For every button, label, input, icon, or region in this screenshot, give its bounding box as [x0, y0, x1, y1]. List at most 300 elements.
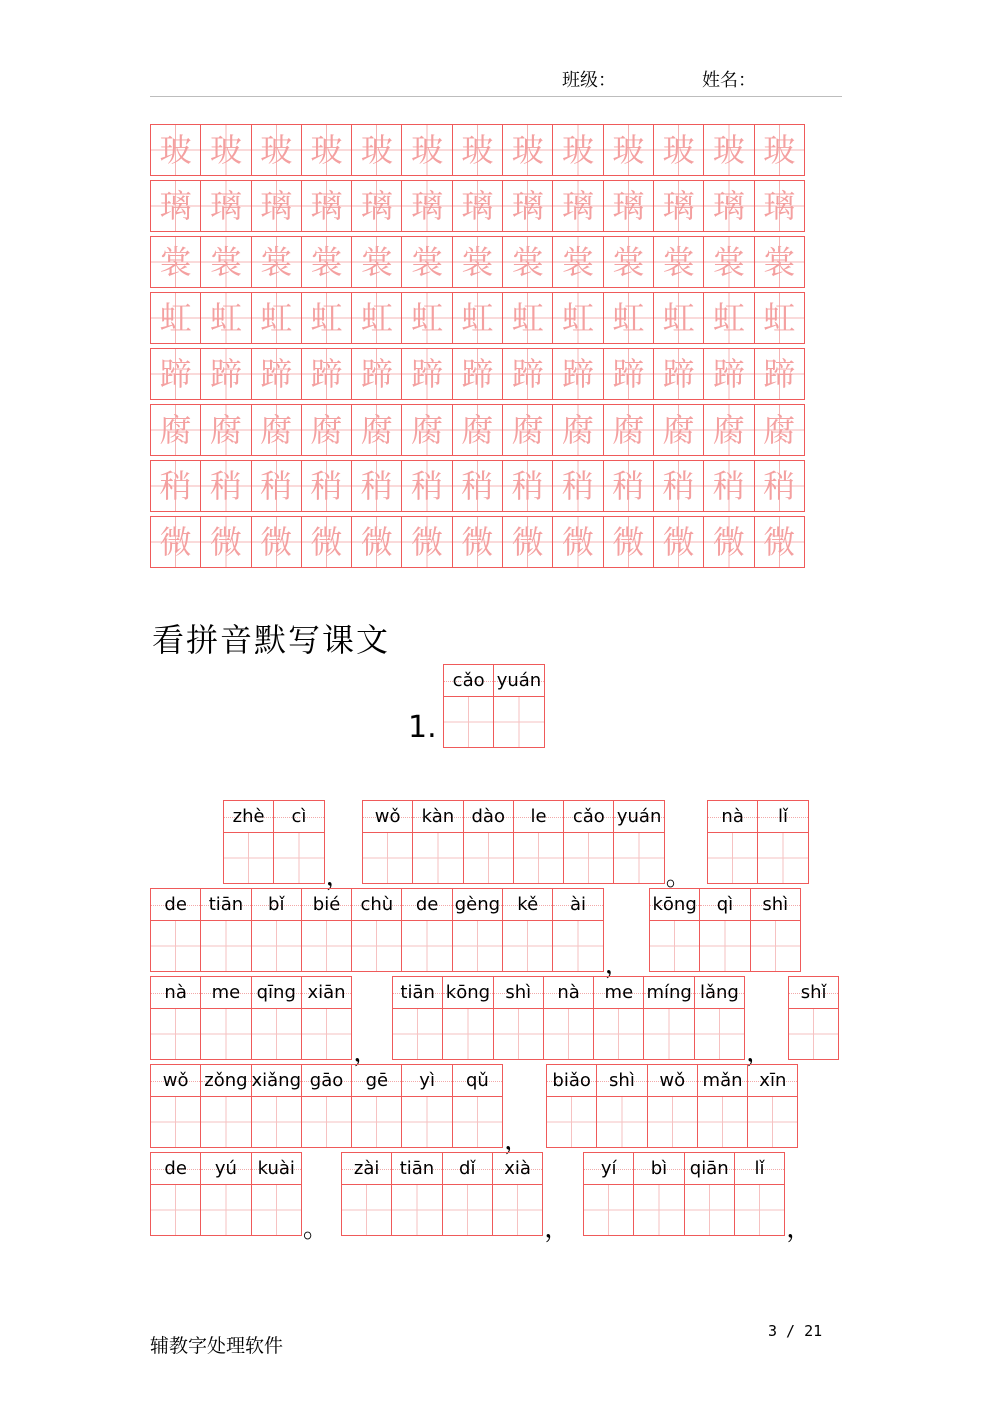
pinyin-box	[252, 1065, 301, 1097]
practice-character: 璃	[562, 187, 595, 225]
practice-character: 璃	[612, 187, 645, 225]
practice-cell	[301, 124, 352, 176]
practice-character: 稍	[712, 467, 745, 505]
writing-cell[interactable]	[546, 1064, 597, 1148]
pinyin-box	[274, 801, 323, 833]
hanzi-box[interactable]	[201, 1097, 250, 1147]
practice-character: 稍	[159, 467, 192, 505]
practice-character: 裳	[209, 243, 242, 281]
pinyin-box	[614, 801, 663, 833]
writing-cell[interactable]	[647, 1064, 698, 1148]
hanzi-box[interactable]	[547, 1097, 596, 1147]
hanzi-box[interactable]	[493, 1185, 542, 1235]
hanzi-box[interactable]	[648, 1097, 697, 1147]
practice-cell	[401, 180, 452, 232]
writing-cell[interactable]	[200, 976, 251, 1060]
writing-cell[interactable]	[707, 800, 758, 884]
writing-cell[interactable]	[401, 888, 452, 972]
practice-cell	[502, 180, 553, 232]
practice-character: 稍	[511, 467, 544, 505]
pinyin-box	[363, 801, 412, 833]
writing-cell[interactable]	[150, 1152, 201, 1236]
hanzi-box[interactable]	[597, 1097, 646, 1147]
practice-character: 稍	[360, 467, 393, 505]
pinyin-text: xiǎng	[251, 1070, 302, 1091]
practice-cell	[452, 236, 503, 288]
writing-cell[interactable]	[301, 976, 352, 1060]
hanzi-box[interactable]	[758, 833, 807, 883]
writing-cell[interactable]	[301, 888, 352, 972]
pinyin-text: wǒ	[374, 806, 401, 827]
hanzi-box[interactable]	[342, 1185, 391, 1235]
hanzi-box[interactable]	[352, 1097, 401, 1147]
writing-cell[interactable]	[513, 800, 564, 884]
writing-cell[interactable]	[392, 976, 443, 1060]
pinyin-box	[302, 889, 351, 921]
practice-character: 玻	[461, 131, 494, 169]
hanzi-box[interactable]	[201, 1009, 250, 1059]
pinyin-text: tiān	[400, 982, 435, 1003]
practice-character: 玻	[411, 131, 444, 169]
practice-character: 裳	[159, 243, 192, 281]
practice-cell	[452, 124, 503, 176]
writing-cell[interactable]	[412, 800, 463, 884]
practice-cell	[301, 292, 352, 344]
practice-character: 稍	[662, 467, 695, 505]
hanzi-box[interactable]	[274, 833, 323, 883]
hanzi-box[interactable]	[252, 921, 301, 971]
hanzi-box[interactable]	[443, 1185, 492, 1235]
hanzi-box[interactable]	[151, 1097, 200, 1147]
writing-cell[interactable]	[463, 800, 514, 884]
practice-row	[150, 348, 817, 400]
writing-cell[interactable]	[747, 1064, 798, 1148]
hanzi-box[interactable]	[252, 1097, 301, 1147]
writing-cell[interactable]	[452, 1064, 503, 1148]
pinyin-text: qīng	[256, 982, 296, 1003]
writing-cell[interactable]	[750, 888, 801, 972]
hanzi-box[interactable]	[393, 1009, 442, 1059]
pinyin-box	[302, 1065, 351, 1097]
pinyin-text: kě	[517, 894, 539, 915]
writing-cell[interactable]	[200, 1064, 251, 1148]
practice-cell	[552, 236, 603, 288]
hanzi-box[interactable]	[748, 1097, 797, 1147]
practice-cell	[603, 292, 654, 344]
practice-cell	[452, 348, 503, 400]
pinyin-box	[464, 801, 513, 833]
hanzi-box[interactable]	[352, 921, 401, 971]
hanzi-box[interactable]	[644, 1009, 693, 1059]
writing-cell[interactable]	[492, 1152, 543, 1236]
practice-cell	[603, 236, 654, 288]
pinyin-text: bié	[312, 894, 341, 915]
practice-character: 虹	[310, 299, 343, 337]
writing-cell[interactable]	[391, 1152, 442, 1236]
pinyin-box	[597, 1065, 646, 1097]
writing-cell[interactable]	[684, 1152, 735, 1236]
hanzi-box[interactable]	[564, 833, 613, 883]
practice-character: 裳	[260, 243, 293, 281]
practice-character: 微	[712, 523, 745, 561]
writing-cell[interactable]	[593, 976, 644, 1060]
hanzi-box[interactable]	[464, 833, 513, 883]
writing-cell[interactable]	[223, 800, 274, 884]
footer-page-number: 3 / 21	[768, 1322, 823, 1340]
writing-cell[interactable]	[734, 1152, 785, 1236]
writing-cell[interactable]	[694, 976, 745, 1060]
punctuation-mark: ，	[325, 862, 352, 892]
hanzi-box[interactable]	[453, 921, 502, 971]
pinyin-box	[584, 1153, 633, 1185]
hanzi-box[interactable]	[402, 921, 451, 971]
practice-character: 腐	[209, 411, 242, 449]
pinyin-text: de	[164, 1158, 187, 1179]
practice-cell	[401, 460, 452, 512]
practice-cell	[603, 348, 654, 400]
pinyin-box	[494, 665, 543, 697]
pinyin-text: xiān	[307, 982, 346, 1003]
writing-cell[interactable]	[697, 1064, 748, 1148]
practice-cell	[502, 348, 553, 400]
practice-cell	[150, 124, 201, 176]
practice-cell	[401, 292, 452, 344]
writing-cell[interactable]	[362, 800, 413, 884]
pinyin-text: cǎo	[452, 670, 485, 691]
practice-cell	[150, 292, 201, 344]
practice-cell	[251, 460, 302, 512]
hanzi-box[interactable]	[252, 1009, 301, 1059]
practice-cell	[200, 236, 251, 288]
practice-row	[150, 124, 817, 176]
practice-cell	[251, 292, 302, 344]
practice-cell	[150, 516, 201, 568]
practice-character: 璃	[763, 187, 796, 225]
practice-character: 蹄	[461, 355, 494, 393]
practice-cell	[200, 460, 251, 512]
practice-character: 裳	[310, 243, 343, 281]
hanzi-box[interactable]	[614, 833, 663, 883]
practice-character: 蹄	[310, 355, 343, 393]
pinyin-box	[514, 801, 563, 833]
writing-cell[interactable]	[442, 1152, 493, 1236]
practice-character: 稍	[310, 467, 343, 505]
pinyin-box	[444, 665, 493, 697]
writing-cell[interactable]	[251, 1064, 302, 1148]
practice-character: 蹄	[662, 355, 695, 393]
pinyin-text: xià	[504, 1158, 531, 1179]
practice-character: 微	[763, 523, 796, 561]
item-number: 1.	[408, 710, 437, 745]
writing-cell[interactable]	[150, 976, 201, 1060]
writing-cell[interactable]	[351, 888, 402, 972]
practice-cell	[401, 404, 452, 456]
hanzi-box[interactable]	[594, 1009, 643, 1059]
practice-character: 璃	[310, 187, 343, 225]
practice-cell	[452, 516, 503, 568]
pinyin-group	[150, 1152, 301, 1236]
pinyin-group	[583, 1152, 784, 1236]
pinyin-text: me	[604, 982, 634, 1003]
hanzi-box[interactable]	[302, 1097, 351, 1147]
pinyin-box	[151, 977, 200, 1009]
pinyin-box	[758, 801, 807, 833]
practice-cell	[603, 404, 654, 456]
hanzi-box[interactable]	[201, 1185, 250, 1235]
practice-character: 蹄	[612, 355, 645, 393]
pinyin-text: cǎo	[572, 806, 605, 827]
pinyin-box	[735, 1153, 784, 1185]
practice-character: 璃	[260, 187, 293, 225]
practice-cell	[502, 460, 553, 512]
practice-character: 虹	[612, 299, 645, 337]
hanzi-box[interactable]	[444, 697, 493, 747]
practice-cell	[703, 404, 754, 456]
hanzi-box[interactable]	[494, 1009, 543, 1059]
practice-character: 虹	[562, 299, 595, 337]
hanzi-box[interactable]	[503, 921, 552, 971]
pinyin-box	[564, 801, 613, 833]
writing-cell[interactable]	[613, 800, 664, 884]
writing-cell[interactable]	[341, 1152, 392, 1236]
writing-cell[interactable]	[649, 888, 700, 972]
practice-character: 璃	[461, 187, 494, 225]
practice-character: 腐	[763, 411, 796, 449]
writing-cell[interactable]	[563, 800, 614, 884]
practice-cell	[351, 460, 402, 512]
practice-character: 蹄	[562, 355, 595, 393]
punctuation-mark: ，	[544, 1214, 571, 1244]
pinyin-group	[362, 800, 664, 884]
hanzi-box[interactable]	[252, 1185, 301, 1235]
practice-character: 裳	[360, 243, 393, 281]
pinyin-group	[150, 888, 603, 972]
practice-cell	[653, 180, 704, 232]
writing-cell[interactable]	[596, 1064, 647, 1148]
name-label: 姓名：	[702, 70, 756, 91]
practice-character: 微	[511, 523, 544, 561]
pinyin-text: dào	[471, 806, 505, 827]
pinyin-text: lǐ	[777, 806, 788, 827]
practice-character: 微	[562, 523, 595, 561]
writing-cell[interactable]	[583, 1152, 634, 1236]
hanzi-box[interactable]	[650, 921, 699, 971]
practice-character: 虹	[712, 299, 745, 337]
pinyin-box	[644, 977, 693, 1009]
hanzi-box[interactable]	[700, 921, 749, 971]
practice-character: 稍	[461, 467, 494, 505]
pinyin-group	[649, 888, 800, 972]
practice-character: 腐	[310, 411, 343, 449]
pinyin-box	[252, 977, 301, 1009]
practice-character: 微	[411, 523, 444, 561]
practice-character: 微	[310, 523, 343, 561]
practice-cell	[251, 124, 302, 176]
hanzi-box[interactable]	[151, 1185, 200, 1235]
writing-cell[interactable]	[200, 888, 251, 972]
hanzi-box[interactable]	[789, 1009, 838, 1059]
hanzi-box[interactable]	[453, 1097, 502, 1147]
writing-cell[interactable]	[493, 976, 544, 1060]
practice-character: 稍	[209, 467, 242, 505]
hanzi-box[interactable]	[553, 921, 602, 971]
hanzi-box[interactable]	[302, 1009, 351, 1059]
practice-cell	[502, 516, 553, 568]
practice-character: 腐	[159, 411, 192, 449]
hanzi-box[interactable]	[685, 1185, 734, 1235]
pinyin-box	[443, 977, 492, 1009]
hanzi-box[interactable]	[735, 1185, 784, 1235]
hanzi-box[interactable]	[443, 1009, 492, 1059]
practice-character: 腐	[260, 411, 293, 449]
writing-cell[interactable]	[401, 1064, 452, 1148]
practice-character: 蹄	[360, 355, 393, 393]
pinyin-box	[553, 889, 602, 921]
writing-cell[interactable]	[543, 976, 594, 1060]
hanzi-box[interactable]	[151, 921, 200, 971]
pinyin-box	[151, 889, 200, 921]
hanzi-box[interactable]	[708, 833, 757, 883]
practice-character: 璃	[159, 187, 192, 225]
hanzi-box[interactable]	[413, 833, 462, 883]
hanzi-box[interactable]	[751, 921, 800, 971]
pinyin-box	[700, 889, 749, 921]
practice-cell	[351, 348, 402, 400]
writing-cell[interactable]	[502, 888, 553, 972]
pinyin-box	[201, 977, 250, 1009]
writing-cell[interactable]	[351, 1064, 402, 1148]
practice-cell	[754, 124, 805, 176]
hanzi-box[interactable]	[698, 1097, 747, 1147]
practice-cell	[401, 516, 452, 568]
practice-cell	[200, 348, 251, 400]
hanzi-box[interactable]	[302, 921, 351, 971]
practice-character: 璃	[712, 187, 745, 225]
practice-cell	[552, 404, 603, 456]
practice-character: 蹄	[411, 355, 444, 393]
writing-cell[interactable]	[301, 1064, 352, 1148]
practice-row	[150, 516, 817, 568]
writing-cell[interactable]	[200, 1152, 251, 1236]
writing-cell[interactable]	[788, 976, 839, 1060]
writing-cell[interactable]	[452, 888, 503, 972]
practice-character: 虹	[763, 299, 796, 337]
pinyin-box	[503, 889, 552, 921]
pinyin-box	[342, 1153, 391, 1185]
pinyin-text: bǐ	[268, 894, 285, 915]
writing-cell[interactable]	[251, 888, 302, 972]
practice-character: 虹	[360, 299, 393, 337]
pinyin-group	[546, 1064, 797, 1148]
practice-cell	[703, 124, 754, 176]
writing-cell[interactable]	[493, 664, 544, 748]
practice-cell	[150, 236, 201, 288]
hanzi-box[interactable]	[402, 1097, 451, 1147]
hanzi-box[interactable]	[201, 921, 250, 971]
pinyin-box	[547, 1065, 596, 1097]
pinyin-box	[392, 1153, 441, 1185]
punctuation-mark: 。	[302, 1214, 329, 1244]
pinyin-text: xīn	[759, 1070, 787, 1091]
practice-character: 裳	[662, 243, 695, 281]
pinyin-group	[341, 1152, 542, 1236]
practice-character: 稍	[260, 467, 293, 505]
practice-character: 虹	[662, 299, 695, 337]
pinyin-group	[788, 976, 838, 1060]
punctuation-mark: ，	[353, 1038, 380, 1068]
writing-cell[interactable]	[552, 888, 603, 972]
hanzi-box[interactable]	[363, 833, 412, 883]
pinyin-group	[223, 800, 324, 884]
practice-cell	[552, 124, 603, 176]
writing-cell[interactable]	[443, 664, 494, 748]
practice-character: 璃	[411, 187, 444, 225]
hanzi-box[interactable]	[695, 1009, 744, 1059]
practice-character: 微	[461, 523, 494, 561]
pinyin-text: wǒ	[659, 1070, 686, 1091]
pinyin-text: gē	[365, 1070, 389, 1091]
writing-cell[interactable]	[150, 888, 201, 972]
hanzi-box[interactable]	[494, 697, 543, 747]
pinyin-text: nà	[721, 806, 744, 827]
section-title: 看拼音默写课文	[152, 621, 391, 659]
practice-character: 玻	[209, 131, 242, 169]
writing-cell[interactable]	[633, 1152, 684, 1236]
writing-cell[interactable]	[251, 1152, 302, 1236]
practice-character: 璃	[209, 187, 242, 225]
pinyin-text: gāo	[309, 1070, 344, 1091]
pinyin-box	[413, 801, 462, 833]
hanzi-box[interactable]	[584, 1185, 633, 1235]
writing-cell[interactable]	[643, 976, 694, 1060]
writing-cell[interactable]	[150, 1064, 201, 1148]
hanzi-box[interactable]	[544, 1009, 593, 1059]
practice-cell	[703, 460, 754, 512]
hanzi-box[interactable]	[151, 1009, 200, 1059]
writing-cell[interactable]	[757, 800, 808, 884]
writing-cell[interactable]	[699, 888, 750, 972]
writing-cell[interactable]	[442, 976, 493, 1060]
hanzi-box[interactable]	[514, 833, 563, 883]
practice-character: 裳	[461, 243, 494, 281]
writing-cell[interactable]	[251, 976, 302, 1060]
pinyin-box	[151, 1153, 200, 1185]
hanzi-box[interactable]	[392, 1185, 441, 1235]
practice-character: 稍	[763, 467, 796, 505]
practice-row	[150, 292, 817, 344]
pinyin-text: cì	[291, 806, 307, 827]
practice-character: 蹄	[260, 355, 293, 393]
writing-cell[interactable]	[273, 800, 324, 884]
practice-cell	[150, 404, 201, 456]
hanzi-box[interactable]	[224, 833, 273, 883]
pinyin-box	[201, 1065, 250, 1097]
practice-cell	[401, 348, 452, 400]
pinyin-group	[150, 1064, 502, 1148]
pinyin-text: dǐ	[459, 1158, 476, 1179]
practice-cell	[351, 236, 402, 288]
hanzi-box[interactable]	[634, 1185, 683, 1235]
pinyin-box	[151, 1065, 200, 1097]
practice-character: 玻	[310, 131, 343, 169]
pinyin-box	[443, 1153, 492, 1185]
pinyin-box	[698, 1065, 747, 1097]
practice-character: 璃	[662, 187, 695, 225]
practice-cell	[754, 348, 805, 400]
pinyin-box	[650, 889, 699, 921]
pinyin-text: me	[211, 982, 241, 1003]
pinyin-box	[352, 889, 401, 921]
